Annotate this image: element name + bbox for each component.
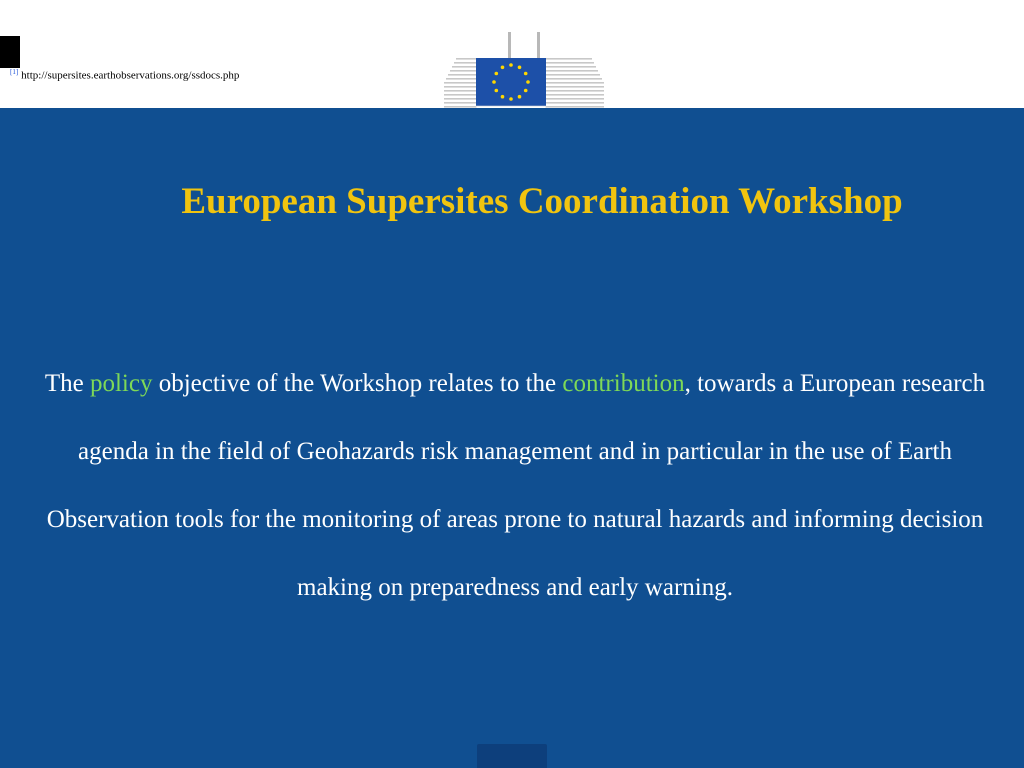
footnote (10, 68, 239, 82)
footnote-url-link[interactable]: http://supersites.earthobservations.org/ssdocs.php (21, 69, 240, 82)
slide-header (0, 0, 1024, 108)
body-text-part1: The (44, 370, 90, 397)
black-marker (0, 36, 20, 68)
body-highlight-contribution: contribution (562, 370, 685, 397)
bottom-tab (477, 744, 547, 768)
footnote-ref-link[interactable]: [1] (10, 68, 19, 76)
body-text-part3: , towards a European research agenda in the field of Geohazards risk management and in particular in the use of Earth Observation tools for the monitoring of areas prone to natural hazards and informing decision making on preparedness and early warning. (46, 370, 986, 601)
slide-title: European Supersites Coordination Workshop (181, 181, 903, 222)
slide-body-paragraph (30, 350, 1000, 622)
body-text-part2: objective of the Workshop relates to the (152, 370, 563, 397)
body-highlight-policy: policy (89, 370, 153, 397)
